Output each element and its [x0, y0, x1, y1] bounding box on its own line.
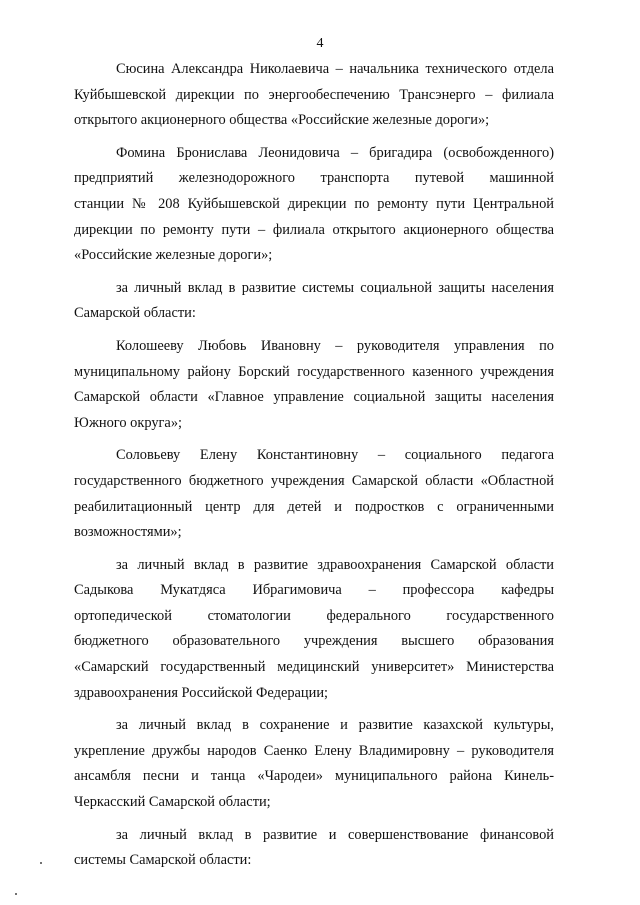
text-line: открытого акционерного общества «Российские железные дороги»; [74, 112, 490, 129]
paragraph [74, 713, 554, 815]
paragraph-gap [74, 269, 554, 276]
paragraph-gap [74, 546, 554, 553]
scan-speck [40, 862, 42, 864]
paragraph-gap [74, 816, 554, 823]
text-line: муниципальному району Борский государственного казенного учреждения [74, 363, 554, 380]
text-line: за личный вклад в развитие здравоохранения Самарской области [116, 556, 554, 573]
paragraph-gap [74, 436, 554, 443]
text-line: ортопедической стоматологии федерального государственного [74, 607, 554, 624]
paragraph [74, 443, 554, 545]
text-line: Самарской области «Главное управление социальной защиты населения [74, 389, 554, 406]
text-line: Самарской области: [74, 305, 196, 322]
paragraph [74, 141, 554, 269]
paragraph [74, 57, 554, 134]
text-line: «Самарский государственный медицинский университет» Министерства [74, 659, 554, 676]
scan-speck [15, 893, 17, 895]
paragraph-gap [74, 706, 554, 713]
document-body [74, 57, 554, 874]
paragraph-gap [74, 134, 554, 141]
text-line: Южного округа»; [74, 414, 183, 431]
text-line: реабилитационный центр для детей и подростков с ограниченными [74, 498, 554, 515]
paragraph [74, 276, 554, 327]
text-line: «Российские железные дороги»; [74, 247, 273, 264]
text-line: системы Самарской области: [74, 852, 252, 869]
paragraph-gap [74, 327, 554, 334]
text-line: Фомина Бронислава Леонидовича – бригадира (освобожденного) [116, 144, 554, 161]
page-number: 4 [316, 36, 324, 51]
text-line: Черкасский Самарской области; [74, 794, 271, 811]
text-line: дирекции по ремонту пути – филиала открытого акционерного общества [74, 221, 554, 238]
paragraph [74, 334, 554, 436]
text-line: Сюсина Александра Николаевича – начальника технического отдела [116, 61, 554, 77]
text-line: за личный вклад в развитие и совершенствование финансовой [116, 826, 554, 843]
text-line: возможностями»; [74, 524, 182, 541]
text-line: за личный вклад в развитие системы социальной защиты населения [116, 279, 554, 296]
text-line: укрепление дружбы народов Саенко Елену Владимировну – руководителя [74, 742, 554, 759]
text-line: за личный вклад в сохранение и развитие казахской культуры, [116, 717, 554, 734]
text-line: Садыкова Мукатдяса Ибрагимовича – профессора кафедры [74, 582, 554, 599]
text-line: Куйбышевской дирекции по энергообеспечению Трансэнерго – филиала [74, 86, 554, 103]
text-line: станции № 208 Куйбышевской дирекции по ремонту пути Центральной [74, 195, 554, 212]
text-line: предприятий железнодорожного транспорта путевой машинной [74, 170, 554, 187]
text-line: Колошееву Любовь Ивановну – руководителя управления по [116, 337, 554, 354]
paragraph [74, 823, 554, 874]
text-line: здравоохранения Российской Федерации; [74, 684, 329, 701]
paragraph [74, 553, 554, 707]
text-line: государственного бюджетного учреждения Самарской области «Областной [74, 472, 554, 489]
text-line: бюджетного образовательного учреждения высшего образования [74, 633, 554, 650]
text-line: Соловьеву Елену Константиновну – социального педагога [116, 447, 554, 464]
text-line: ансамбля песни и танца «Чародеи» муниципального района Кинель- [74, 768, 554, 785]
